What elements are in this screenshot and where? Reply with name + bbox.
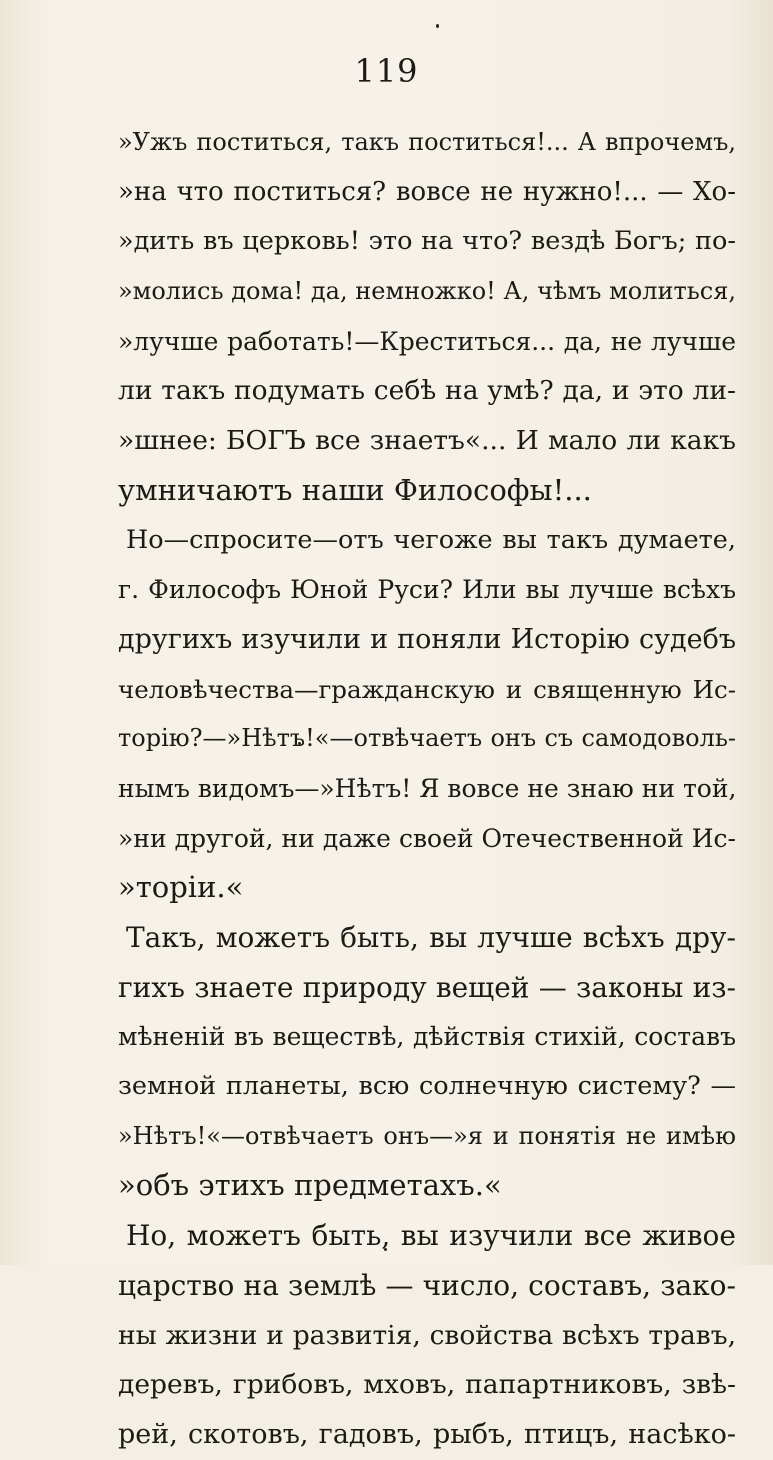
text-line: гихъ знаете природу вещей — законы из- [118, 970, 736, 1004]
text-line: »объ этихъ предметахъ.« [118, 1168, 502, 1203]
text-line: ли такъ подумать себѣ на умѣ? да, и это ли- [118, 375, 736, 407]
text-line: царство на землѣ — число, составъ, зако- [118, 1268, 736, 1302]
text-line: умничаютъ наши Философы!... [118, 472, 592, 507]
page-number: 119 [354, 52, 419, 90]
text-line: г. Философъ Юной Руси? Или вы лучше всѣхъ [118, 575, 736, 605]
text-line: Такъ, можетъ быть, вы лучше всѣхъ дру- [126, 921, 736, 954]
body-text [118, 118, 736, 1460]
text-line: »торіи.« [118, 870, 244, 905]
text-line: »Нѣтъ!«—отвѣчаетъ онъ—»я и понятія не имѣю [118, 1121, 736, 1150]
text-line: мѣненій въ веществѣ, дѣйствія стихій, составъ [118, 1022, 736, 1052]
text-line: Но, можетъ быть, вы изучили все живое [126, 1219, 736, 1253]
text-line: человѣчества—гражданскую и священную Ис- [118, 674, 736, 704]
text-line: деревъ, грибовъ, мховъ, папартниковъ, звѣ- [118, 1369, 736, 1401]
text-line: »Ужъ поститься, такъ поститься!... А впрочемъ, [118, 128, 736, 156]
text-line: »на что поститься? вовсе не нужно!... — Хо- [118, 176, 736, 207]
text-line: нымъ видомъ—»Нѣтъ! Я вовсе не знаю ни той, [118, 773, 736, 803]
text-line: »ни другой, ни даже своей Отечественной Ис- [118, 823, 736, 853]
ink-speck [436, 24, 439, 28]
text-line: торію?—»Нѣтъ!«—отвѣчаетъ онъ съ самодоволь- [118, 724, 736, 753]
text-line: земной планеты, всю солнечную систему? — [118, 1071, 736, 1102]
text-line: »лучше работать!—Креститься... да, не лучше [118, 326, 736, 356]
text-line: ны жизни и развитія, свойства всѣхъ травъ, [118, 1319, 736, 1351]
text-line: рей, скотовъ, гадовъ, рыбъ, птицъ, насѣко- [118, 1418, 736, 1450]
text-line: »дить въ церковь! это на что? вездѣ Богъ; по- [118, 226, 736, 257]
text-line: другихъ изучили и поняли Исторію судебъ [118, 623, 736, 655]
text-line: »шнее: БОГЪ все знаетъ«... И мало ли какъ [118, 425, 736, 457]
text-line: »молись дома! да, немножко! А, чѣмъ молиться, [118, 277, 736, 306]
text-line: Но—спросите—отъ чегоже вы такъ думаете, [126, 524, 736, 555]
